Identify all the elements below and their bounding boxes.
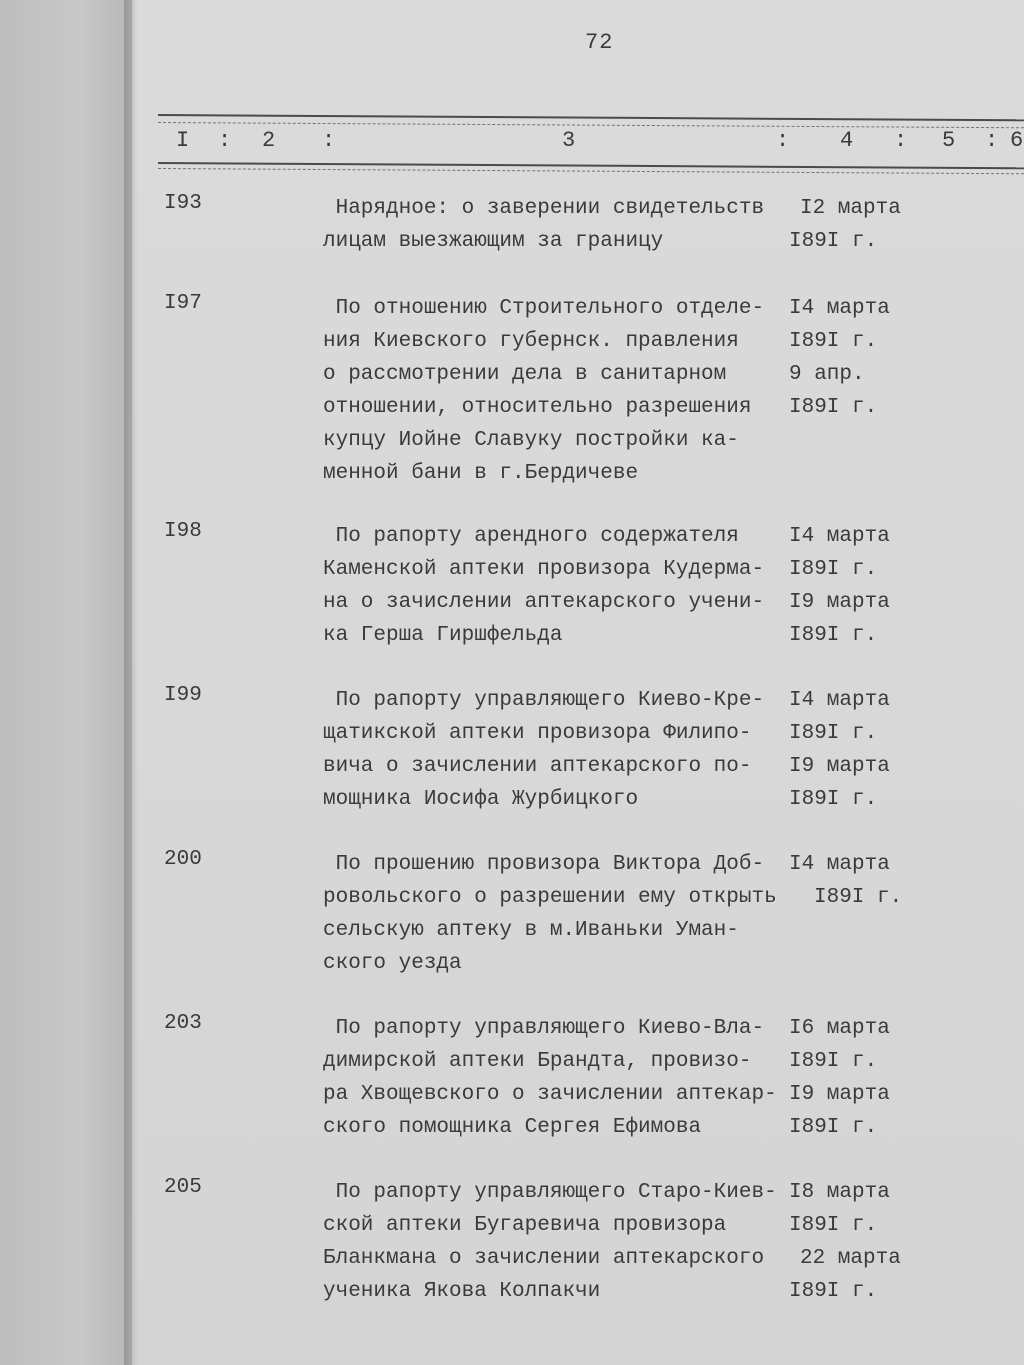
entry-number: 203: [164, 1012, 202, 1035]
entry-text-line: менной бани в г.Бердичеве: [323, 462, 639, 485]
entry-text-line: ровольского о разрешении ему открыть: [323, 886, 777, 909]
entry-text-line: ра Хвощевского о зачислении аптекар-: [323, 1083, 777, 1106]
entry-text-line: ученика Якова Колпакчи: [323, 1280, 601, 1303]
entry-text-line: димирской аптеки Брандта, провизо-: [323, 1050, 752, 1073]
entry-text-line: щатикской аптеки провизора Филипо-: [323, 722, 752, 745]
entry-date-line: 9 апр.: [789, 363, 865, 386]
entry-text-line: По отношению Строительного отделе-: [323, 297, 765, 320]
column-separator: :: [322, 128, 336, 153]
column-separator: :: [776, 128, 790, 153]
entry-text-line: сельскую аптеку в м.Иваньки Уман-: [323, 919, 739, 942]
column-separator: :: [894, 128, 908, 153]
entry-date-line: I4 марта: [789, 297, 890, 320]
entry-text-line: Бланкмана о зачислении аптекарского: [323, 1247, 765, 1270]
entry-text-line: отношении, относительно разрешения: [323, 396, 752, 419]
entry-date-line: I9 марта: [789, 755, 890, 778]
entry-date-line: I4 марта: [789, 525, 890, 548]
column-header-5: 5: [942, 128, 956, 153]
entry-text-line: ния Киевского губернск. правления: [323, 330, 739, 353]
spine-shadow: [124, 0, 138, 1365]
entry-text-line: ского уезда: [323, 952, 462, 975]
entry-text-line: Каменской аптеки провизора Кудерма-: [323, 558, 765, 581]
entry-text-line: По рапорту управляющего Киево-Кре-: [323, 689, 765, 712]
entry-text-line: По прошению провизора Виктора Доб-: [323, 853, 765, 876]
entry-number: I98: [164, 520, 202, 543]
entry-date-line: I89I г.: [789, 1050, 878, 1073]
entry-number: 205: [164, 1176, 202, 1199]
column-header-2: 2: [262, 128, 276, 153]
entry-text-line: ского помощника Сергея Ефимова: [323, 1116, 702, 1139]
entry-date-line: I8 марта: [789, 1181, 890, 1204]
column-header-1: I: [176, 128, 190, 153]
entry-date-line: I89I г.: [789, 1214, 878, 1237]
entry-date-line: I89I г.: [789, 788, 878, 811]
entry-text-line: ка Герша Гиршфельда: [323, 624, 563, 647]
entry-date-line: I89I г.: [789, 1116, 878, 1139]
entry-date-line: I4 марта: [789, 689, 890, 712]
entry-date-line: 22 марта: [800, 1247, 901, 1270]
entry-date-line: I89I г.: [789, 624, 878, 647]
entry-date-line: I6 марта: [789, 1017, 890, 1040]
entry-number: I97: [164, 292, 202, 315]
entry-text-line: мощника Иосифа Журбицкого: [323, 788, 639, 811]
entry-number: 200: [164, 848, 202, 871]
entry-date-line: I89I г.: [789, 722, 878, 745]
entry-text-line: купцу Иойне Славуку постройки ка-: [323, 429, 739, 452]
column-header-4: 4: [840, 128, 854, 153]
entry-text-line: на о зачислении аптекарского учени-: [323, 591, 765, 614]
column-header-6: 6: [1010, 128, 1024, 153]
entry-date-line: I9 марта: [789, 1083, 890, 1106]
entry-number: I93: [164, 192, 202, 215]
entry-date-line: I9 марта: [789, 591, 890, 614]
entry-date-line: I4 марта: [789, 853, 890, 876]
entry-date-line: I89I г.: [814, 886, 903, 909]
column-header-3: 3: [562, 128, 576, 153]
entry-date-line: I89I г.: [789, 396, 878, 419]
entry-text-line: лицам выезжающим за границу: [323, 230, 664, 253]
entry-text-line: ской аптеки Бугаревича провизора: [323, 1214, 727, 1237]
entry-text-line: По рапорту управляющего Старо-Киев-: [323, 1181, 777, 1204]
entry-text-line: о рассмотрении дела в санитарном: [323, 363, 727, 386]
column-separator: :: [985, 128, 999, 153]
entry-number: I99: [164, 684, 202, 707]
entry-date-line: I89I г.: [789, 1280, 878, 1303]
entry-date-line: I2 марта: [800, 197, 901, 220]
entry-text-line: Нарядное: о заверении свидетельств: [323, 197, 765, 220]
entry-text-line: По рапорту управляющего Киево-Вла-: [323, 1017, 765, 1040]
entry-date-line: I89I г.: [789, 230, 878, 253]
entry-text-line: По рапорту арендного содержателя: [323, 525, 739, 548]
page-number: 72: [585, 30, 614, 55]
entry-date-line: I89I г.: [789, 330, 878, 353]
entry-text-line: вича о зачислении аптекарского по-: [323, 755, 752, 778]
column-separator: :: [218, 128, 232, 153]
book-binding-gutter: [0, 0, 132, 1365]
entry-date-line: I89I г.: [789, 558, 878, 581]
